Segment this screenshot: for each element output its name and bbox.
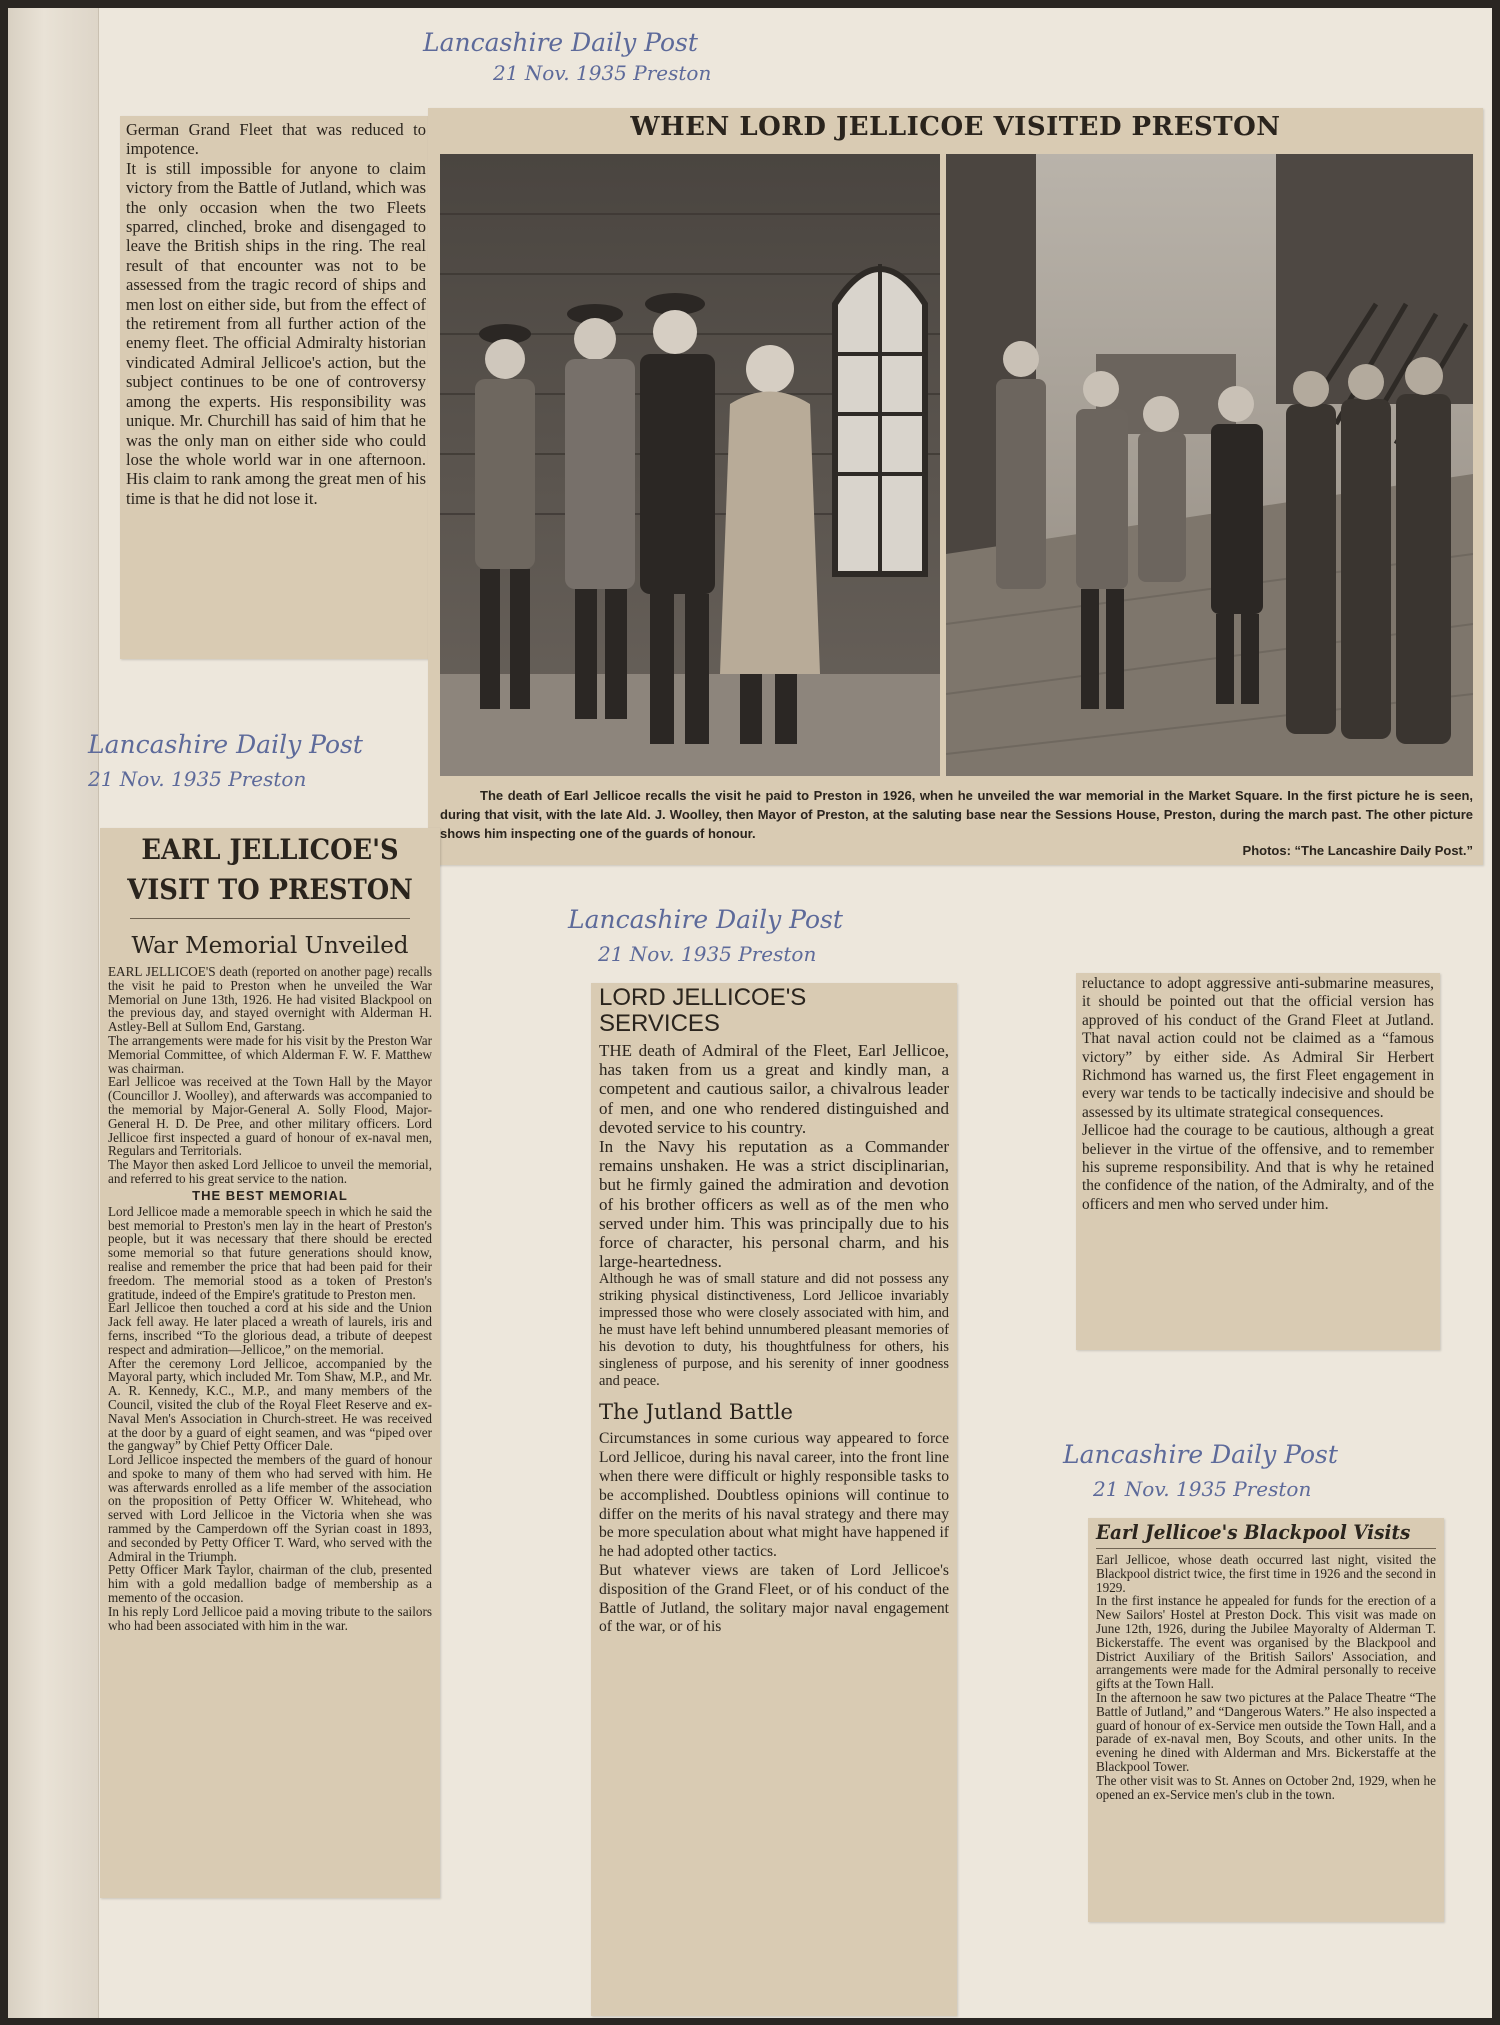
handwritten-source-note: [568, 903, 843, 971]
article-rule: [130, 918, 410, 919]
article-section-head: The Jutland Battle: [599, 1400, 793, 1425]
article-text: German Grand Fleet that was reduced to impotence. It is still impossible for anyone to claim victory from the Battle of Jutland, which was the only occasion when the two Fleets sparred, clinched, broke and disengaged to leave the British ships in the ring. The real result of that encounter was not to be assessed from the tragic record of ships and men lost on either side, but from the effect of the retirement from all further action of the enemy fleet. The official Admiralty historian vindicated Admiral Jellicoe's action, but the subject continues to be one of controversy among the experts. His responsibility was unique. Mr. Churchill has said of him that he was the only man on either side who could lose the whole world war in one afternoon. His claim to rank among the great men of his time is that he did not lose it.: [126, 120, 426, 508]
photo-headline: WHEN LORD JELLICOE VISITED PRESTON: [630, 112, 1281, 142]
photo-guard-inspection-image: [946, 154, 1473, 776]
photo-caption: The death of Earl Jellicoe recalls the visit he paid to Preston in 1926, when he unveiled the war memorial in the Market Square. In the first picture he is seen, during that visit, with the late Ald. J. Woolley, then Mayor of Preston, at the saluting base near the Sessions House, Preston, during the march past. The other picture shows him inspecting one of the guards of honour.: [440, 788, 1473, 841]
source-note-line2: 21 Nov. 1935 Preston: [598, 942, 817, 966]
scrapbook-page: [8, 8, 1492, 2018]
clipping-blackpool-visits: [1088, 1518, 1444, 1922]
article-body: Lord Jellicoe made a memorable speech in which he said the best memorial to Preston's men lay in the heart of Preston's people, but it was necessary that there should be erected some memorial so that future generations should know, realise and remember the price that had been paid for their freedom. The memorial stood as a token of Preston's gratitude, indeed of the Empire's gratitude to Preston men. Earl Jellicoe then touched a cord at his side and the Union Jack fell away. He later placed a wreath of laurels, iris and ferns, inscribed “To the glorious dead, a tribute of deepest respect and admiration—Jellicoe,” on the memorial. After the ceremony Lord Jellicoe, accompanied by the Mayoral party, which included Mr. Tom Shaw, M.P., and Mr. A. R. Kennedy, K.C., M.P., and many members of the Council, visited the club of the Royal Fleet Reserve and ex-Naval Men's Association in Church-street. He was received at the door by a guard of eight seamen, and was “piped over the gangway” by Chief Petty Officer Dale. Lord Jellicoe inspected the members of the guard of honour and spoke to many of them who had served with him. He was afterwards enrolled as a life member of the association on the proposition of Petty Officer W. Whitehead, who served with Lord Jellicoe in the Victoria when she was rammed by the Camperdown off the Syrian coast in 1893, and seconded by Petty Officer T. Ward, who served with the Admiral in the Triumph. Petty Officer Mark Taylor, chairman of the club, presented him with a gold medallion badge of membership as a memento of the occasion. In his reply Lord Jellicoe paid a moving tribute to the sailors who had been associated with him in the war.: [108, 1203, 432, 1633]
article-body: Earl Jellicoe, whose death occurred last night, visited the Blackpool district twice, the first time in 1926 and the second in 1929. In the first instance he appealed for funds for the erection of a New Sailors' Hostel at Preston Dock. This visit was made on June 12th, 1926, during the Jubilee Mayoralty of Alderman T. Bickerstaffe. The event was organised by the Blackpool and District Auxiliary of the British Sailors' Association, and arrangements were made for the Admiral personally to receive gifts at the Town Hall. In the afternoon he saw two pictures at the Palace Theatre “The Battle of Jutland,” and “Dangerous Waters.” He also inspected a guard of honour of ex-Service men outside the Town Hall, and a parade of ex-naval men, Boy Scouts, and other units. In the evening he dined with Alderman and Mrs. Bickerstaffe at the Blackpool Tower. The other visit was to St. Annes on October 2nd, 1929, when he opened an ex-Service men's club in the town.: [1096, 1552, 1436, 1802]
handwritten-source-note: [423, 28, 711, 88]
clipping-lord-jellicoe-services: [591, 983, 957, 2016]
source-note-line1: Lancashire Daily Post: [423, 28, 698, 57]
clipping-visit-to-preston: [100, 828, 440, 1898]
source-note-line1: Lancashire Daily Post: [568, 905, 843, 934]
clipping-jutland-column: [120, 116, 432, 659]
page-binding: [8, 8, 99, 2018]
article-body: Circumstances in some curious way appeared to force Lord Jellicoe, during his naval career, into the front line when there were difficult or highly responsible tasks to be accomplished. Doubtless opinions will continue to differ on the merits of his naval strategy and there may be more speculation about what might have happened if he had adopted other tactics. But whatever views are taken of Lord Jellicoe's disposition of the Grand Fleet, or of his conduct of the Battle of Jutland, the solitary major naval engagement of the war, or of his: [599, 1430, 949, 1636]
article-rule: [1096, 1548, 1436, 1549]
article-headline: Earl Jellicoe's Blackpool Visits: [1096, 1520, 1411, 1544]
article-section-head: THE BEST MEMORIAL: [192, 1187, 348, 1203]
source-note-line1: Lancashire Daily Post: [1063, 1440, 1338, 1469]
handwritten-source-note: [88, 728, 363, 796]
article-body: reluctance to adopt aggressive anti-submarine measures, it should be pointed out that the official version has approved of his conduct of the Grand Fleet at Jutland. That naval action could not be claimed as a “famous victory” by either side. As Admiral Sir Herbert Richmond has warned us, the first Fleet engagement in every war tends to be tactically indecisive and should be assessed by its ultimate strategical consequences. Jellicoe had the courage to be cautious, although a great believer in the virtue of the offensive, and to remember his supreme responsibility. And that is why he retained the confidence of the nation, of the Admiralty, and of the officers and men who served under him.: [1082, 975, 1434, 1213]
source-note-line2: 21 Nov. 1935 Preston: [88, 767, 307, 791]
handwritten-source-note: [1063, 1438, 1338, 1506]
photo-saluting-base: [440, 154, 940, 776]
photo-caption-block: [440, 786, 1473, 860]
article-body: Although he was of small stature and did not possess any striking physical distinctiveness, Lord Jellicoe invariably impressed those who were closely associated with him, and he must have left behind unnumbered pleasant memories of his devotion to duty, his thoughtfulness for others, his singleness of purpose, and his serenity of inner goodness and peace.: [599, 1271, 949, 1390]
source-note-line2: 21 Nov. 1935 Preston: [493, 61, 712, 85]
photo-saluting-base-image: [440, 154, 940, 776]
article-subhead: War Memorial Unveiled: [131, 933, 409, 959]
article-body: THE death of Admiral of the Fleet, Earl Jellicoe, has taken from us a great and kindly man, a competent and cautious sailor, a chivalrous leader of men, and one who rendered distinguished and devoted service to his country. In the Navy his reputation as a Commander remains unshaken. He was a strict disciplinarian, but he firmly gained the admiration and devotion of his brother officers as well as of the men who served under him. This was principally due to his force of character, his personal charm, and his large-heartedness.: [599, 1041, 949, 1272]
article-headline: EARL JELLICOE'S VISIT TO PRESTON: [127, 833, 413, 906]
clipping-photo: [428, 108, 1483, 865]
clipping-services-continued: [1076, 973, 1440, 1350]
photo-guard-inspection: [946, 154, 1473, 776]
article-headline: LORD JELLICOE'S SERVICES: [599, 984, 807, 1037]
article-body: EARL JELLICOE'S death (reported on another page) recalls the visit he paid to Preston when he unveiled the War Memorial on June 13th, 1926. He had visited Blackpool on the previous day, and stayed overnight with Alderman H. Astley-Bell at Sullom End, Garstang. The arrangements were made for his visit by the Preston War Memorial Committee, of which Alderman F. W. F. Matthew was chairman. Earl Jellicoe was received at the Town Hall by the Mayor (Councillor J. Woolley), and afterwards was accompanied to the memorial by Major-General A. Solly Flood, Major-General H. D. De Pree, and other military officers. Lord Jellicoe first inspected a guard of honour of ex-naval men, Regulars and Territorials. The Mayor then asked Lord Jellicoe to unveil the memorial, and referred to his great service to the nation.: [108, 964, 432, 1186]
source-note-line1: Lancashire Daily Post: [88, 730, 363, 759]
photo-credit: Photos: “The Lancashire Daily Post.”: [1242, 843, 1473, 858]
source-note-line2: 21 Nov. 1935 Preston: [1093, 1477, 1312, 1501]
